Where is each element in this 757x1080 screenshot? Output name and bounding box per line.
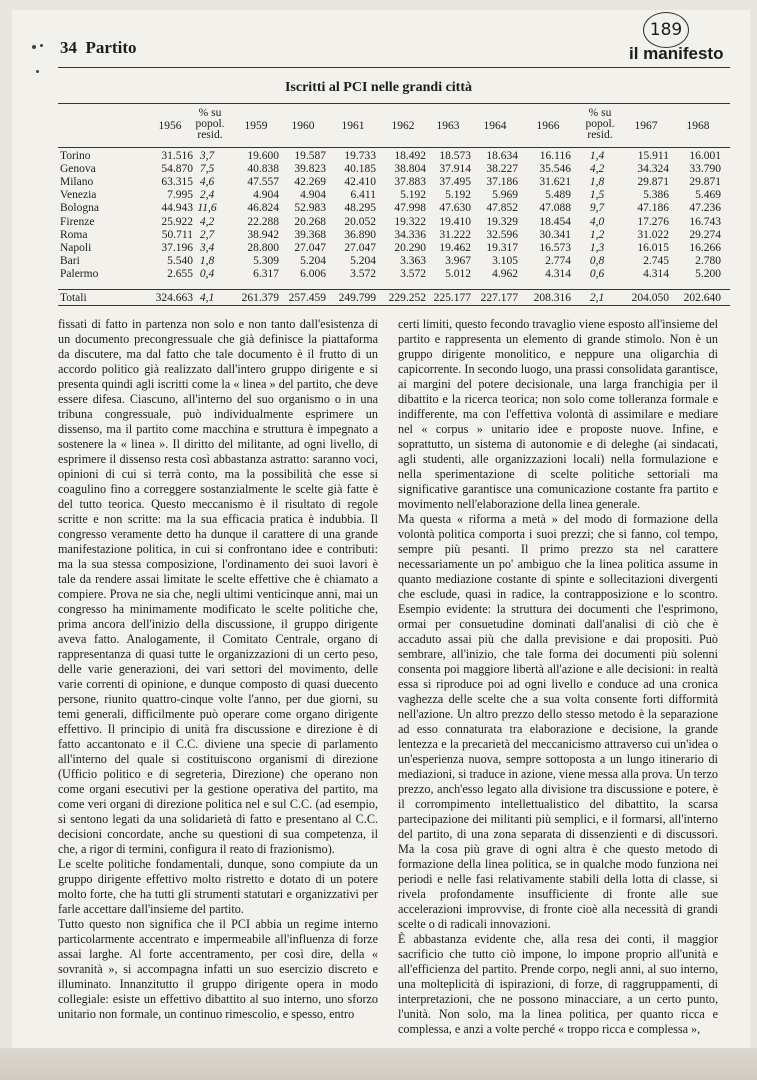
table-title: Iscritti al PCI nelle grandi città [284,80,473,95]
table-cell: 4.314 [643,267,669,280]
table-column-header: 1960 [291,120,315,132]
table-cell: 46.824 [247,202,279,215]
table-cell: 42.410 [344,176,376,189]
stamp-number: 189 [649,20,683,40]
table-cell: 3.363 [400,254,426,267]
table-totals-cell: 4,1 [199,292,215,304]
table-cell: 19.733 [344,150,376,162]
table-cell: 36.890 [344,228,376,241]
table-cell: 1,2 [589,228,605,241]
paragraph: Ma questa « riforma a metà » del modo di formazione della volontà politica comporta i suoi prezzi; che si fanno, col tempo, sempre più pesanti. Il primo prezzo sta nel carattere necessariamente un po' ambiguo che la linea politica assume in quanto mediazione costante di spinte e sollecitazioni divergenti che esclude, quasi in radice, la contrapposizione e lo scontro. Esempio evidente: la struttura dei documenti che l'esprimono, ormai per consuetudine dominati dall'analisi di ciò che è accaduto assai più che dalla previsione e dai propositi. Può sembrare, all'inizio, che tale forma dei documenti più solenni consenta poi maggiore libertà all'azione e alle decisioni: in realtà essa si riproduce poi ad ogni livello e conduce ad una cronica vaghezza delle scelte che a sua volta consente forti difformità nell'azione. Un altro prezzo dello stesso metodo è la separazione ad esso connaturata tra elaborazione e decisione, la grande lentezza e la precarietà del meccanicismo attraverso cui un'idea o un'esperienza nuova, sempre sottoposta a un lungo itinerario di mediazioni, si traduce in azione, viene messa alla prova. Un terzo prezzo, anch'esso legato alla divisione tra discussione e potere, è il corrompimento intellettualistico del dibattito, la scarsa partecipazione dei militanti più semplici, e il formarsi, all'interno del partito, di una zona separata di dissenzienti e di discussori. Ma la cosa più grave di ogni altra è che questo metodo di formazione della linea politica, se in qualche modo funziona nei periodi e nelle fasi relativamente stabili della lotta di classe, si rivela profondamente insufficiente di fronte alle sue accelerazioni improvvise, di fronte cioè alla necessità di grandi scelte o di radicali innovazioni. [398,512,718,931]
table-cell: 2.655 [167,267,193,280]
table-cell: 4.314 [545,267,571,280]
table-cell: 6.317 [253,267,279,280]
table-cell: 5.969 [492,189,518,202]
table-column-header: 1959 [244,120,268,132]
table-city-name: Bari [60,254,80,267]
table-totals-cell: 257.459 [288,292,326,304]
table-cell: 27.047 [344,241,376,254]
table-cell: 5.489 [545,189,571,202]
table-cell: 18.492 [394,150,426,162]
table-cell: 4.904 [253,189,279,202]
table-rule-totals [58,289,730,290]
table-rule-header [58,147,730,148]
section-title: Partito [85,38,137,57]
table-column-header: 1961 [341,120,365,132]
table-column-header: 1964 [483,120,507,132]
table-cell: 38.942 [247,228,279,241]
table-cell: 2.780 [695,254,721,267]
paragraph: fissati di fatto in partenza non solo e non tanto dall'esistenza di un documento precongressuale che già definisce la piattaforma da discutere, ma dal fatto che tale documento è il frutto di un accordo politico già realizzato dall'intero gruppo dirigente e si presenta quindi agli iscritti come la « linea » del partito, che deve essere difesa. Ciascuno, all'interno del suo organismo o in una tribuna congressuale, può individualmente esprimere un dissenso, ma il partito come macchina e struttura è impegnato a sostenere la « linea ». Il diritto del militante, ad ogni livello, di esprimere il dissenso resta così abbastanza astratto: saranno voci, opinioni di cui si terrà conto, ma la possibilità che esse si coagulino fino a correggere sostanzialmente le scelte già fatte è del tutto teorica. Questo meccanismo è il risultato di regole scritte e non scritte: ma la sua efficacia pratica è indubbia. Il congresso veramente detto ha dunque il carattere di una grande manifestazione politica, in cui si confrontano idee e contributi: ma la sua stessa composizione, l'ordinamento dei suoi lavori è tale da rendere assai limitate le scelte effettive che è chiamato a compiere. Prova ne sia che, negli ultimi venticinque anni, mai un congresso ha minimamente modificato le scelte politiche che, prima ancora dell'inizio della discussione, il gruppo dirigente aveva fatto. Analogamente, il Comitato Centrale, organo di rappresentanza di quasi tutte le organizzazioni di un certo peso, delle varie generazioni, dei vari settori del movimento, delle varie correnti di opinione, e dunque composto di quasi duecento persone, riunito quattro-cinque volte l'anno, per due giorni, su temi generali, difficilmente può operare come organo dirigente effettivo. Il principio di unità fra discussione e direzione è di fatto accantonato e il C.C. diviene una specie di parlamento all'interno del quale si costituiscono organismi di direzione (Ufficio politico e di segreteria, Direzione) che operano non come organi esecutivi per la gestione operativa del partito, ma come veri organi di direzione politica nel e sul C.C. (ad esempio, si sentono legati da una solidarietà di fatto e presentano al C.C. decisioni concordate, anche su questioni di sua competenza, il che, a rigor di termini, configura il reato di frazionismo). [58,317,378,856]
table-city-name: Roma [60,228,88,241]
scan-speck [36,70,39,73]
table-cell: 40.838 [247,163,279,176]
table-cell: 1,4 [589,150,605,162]
table-cell: 5.192 [400,189,426,202]
table-cell: 16.116 [539,150,571,162]
header-rule [58,67,730,68]
table-cell: 42.269 [294,176,326,189]
table-cell: 15.911 [637,150,669,162]
table-cell: 5.540 [167,254,193,267]
table-cell: 37.196 [161,241,193,254]
table-cell: 31.022 [637,228,669,241]
scan-speck [40,44,43,47]
table-cell: 31.621 [539,176,571,189]
table-cell: 1,8 [589,176,605,189]
table-cell: 38.804 [394,163,426,176]
table-totals-cell: 2,1 [589,292,605,304]
table-cell: 18.634 [486,150,518,162]
table-cell: 47.186 [637,202,669,215]
table-cell: 39.823 [294,163,326,176]
table-cell: 63.315 [161,176,193,189]
table-cell: 0,6 [589,267,605,280]
table-cell: 54.870 [161,163,193,176]
table-cell: 6.411 [350,189,376,202]
table-cell: 16.743 [689,215,721,228]
table-cell: 2.745 [643,254,669,267]
table-cell: 37.186 [486,176,518,189]
table-column-header: 1966 [536,120,560,132]
table-cell: 47.088 [539,202,571,215]
table-cell: 4.962 [492,267,518,280]
table-column-header: % su popol. resid. [585,107,615,141]
table-cell: 6.006 [300,267,326,280]
table-city-name: Bologna [60,202,99,215]
table-cell: 16.001 [689,150,721,162]
table-cell: 17.276 [637,215,669,228]
table-cell: 37.914 [439,163,471,176]
table-cell: 2.774 [545,254,571,267]
table-cell: 48.295 [344,202,376,215]
scan-speck [32,45,36,49]
table-cell: 37.883 [394,176,426,189]
masthead: il manifesto [629,44,724,63]
table-cell: 18.454 [539,215,571,228]
table-cell: 9,7 [589,202,605,215]
paragraph: È abbastanza evidente che, alla resa dei conti, il maggior sacrificio che tutto ciò impone, lo impone proprio all'unità e all'efficienza del partito. Prende corpo, negli anni, al suo interno, una molteplicità di ispirazioni, di forze, di raggruppamenti, di interpretazioni, che ne possono minacciare, a un certo punto, l'unità. Non solo, ma la linea politica, per quanto ricca e complessa, e anzi a volte perché « troppo ricca e complessa », [398,932,718,1036]
table-cell: 1,8 [199,254,215,267]
table-totals-cell: 225.177 [433,292,471,304]
table-cell: 5.204 [300,254,326,267]
table-cell: 5.200 [695,267,721,280]
table-cell: 38.227 [486,163,518,176]
table-city-name: Milano [60,176,94,189]
table-cell: 52.983 [294,202,326,215]
table-cell: 19.322 [394,215,426,228]
table-cell: 19.317 [486,241,518,254]
table-cell: 22.288 [247,215,279,228]
table-cell: 47.236 [689,202,721,215]
table-totals-cell: 249.799 [338,292,376,304]
table-cell: 5.309 [253,254,279,267]
paragraph: certi limiti, questo fecondo travaglio viene esposto all'insieme del partito e rappresenta un elemento di grande stimolo. Non è un gruppo dirigente monolitico, e neppure una oligarchia di capicorrente. In secondo luogo, una prassi consolidata garantisce, ai margini del potere decisionale, una larga franchigia per il dibattito e la ricerca teorica; non solo come tolleranza formale e indifferente, ma con l'effettiva volontà di assimilare e mediare nel « corpus » unitario idee e proposte nuove. Infine, e soprattutto, un sistema di autonomie e di deleghe (ai sindacati, agli studenti, alle organizzazioni locali) nella formulazione e nella sperimentazione di scelte politiche settoriali ma significative garantisce una comunicazione costante fra partito e movimento nell'elaborazione della linea generale. [398,317,718,511]
table-cell: 18.573 [439,150,471,162]
table-cell: 47.852 [486,202,518,215]
table-cell: 40.185 [344,163,376,176]
table-cell: 19.587 [294,150,326,162]
table-cell: 25.922 [161,215,193,228]
table-cell: 3.105 [492,254,518,267]
table-cell: 2,7 [199,228,215,241]
table-cell: 4,6 [199,176,215,189]
archive-stamp [643,12,689,48]
table-cell: 44.943 [161,202,193,215]
text-column-right [398,317,718,1037]
table-cell: 4,2 [199,215,215,228]
table-totals-cell: 229.252 [388,292,426,304]
table-cell: 27.047 [294,241,326,254]
table-cell: 32.596 [486,228,518,241]
table-cell: 3.572 [350,267,376,280]
table-cell: 34.336 [394,228,426,241]
table-cell: 16.015 [637,241,669,254]
table-city-name: Firenze [60,215,95,228]
table-column-header: 1963 [436,120,460,132]
table-cell: 0,8 [589,254,605,267]
paragraph: Le scelte politiche fondamentali, dunque, sono compiute da un gruppo dirigente effettivo molto ristretto e dotato di un potere molto forte, che ha tutti gli strumenti statutari e organizzativi per farle accettare dall'insieme del partito. [58,857,378,916]
table-totals-cell: 208.316 [533,292,571,304]
table-city-name: Genova [60,163,96,176]
table-cell: 7.995 [167,189,193,202]
table-totals-label: Totali [60,292,87,304]
table-cell: 4.904 [300,189,326,202]
table-city-name: Torino [60,150,91,162]
running-head [60,38,136,58]
table-cell: 47.630 [439,202,471,215]
table-cell: 31.222 [439,228,471,241]
table-cell: 3,4 [199,241,215,254]
text-column-left [58,317,378,1022]
table-cell: 1,5 [589,189,605,202]
table-cell: 39.368 [294,228,326,241]
page-number: 34 [60,38,77,57]
table-cell: 5.386 [643,189,669,202]
table-cell: 16.573 [539,241,571,254]
table-totals-cell: 202.640 [683,292,721,304]
table-cell: 5.469 [695,189,721,202]
table-cell: 34.324 [637,163,669,176]
table-cell: 11,6 [197,202,217,215]
table-cell: 5.012 [445,267,471,280]
table-cell: 47.557 [247,176,279,189]
table-cell: 33.790 [689,163,721,176]
table-column-header: 1962 [391,120,415,132]
scan-bottom-edge [0,1048,757,1080]
table-cell: 0,4 [199,267,215,280]
table-column-header: 1967 [634,120,658,132]
table-cell: 47.998 [394,202,426,215]
table-column-header: 1956 [158,120,182,132]
table-cell: 20.290 [394,241,426,254]
table-cell: 50.711 [161,228,193,241]
table-totals-cell: 204.050 [631,292,669,304]
table-rule-bottom [58,305,730,306]
table-city-name: Palermo [60,267,99,280]
table-rule-top [58,103,730,104]
table-cell: 4,2 [589,163,605,176]
table-cell: 29.274 [689,228,721,241]
table-cell: 4,0 [589,215,605,228]
table-cell: 2,4 [199,189,215,202]
table-totals-cell: 261.379 [241,292,279,304]
table-cell: 16.266 [689,241,721,254]
table-cell: 19.600 [247,150,279,162]
table-cell: 5.204 [350,254,376,267]
table-cell: 3.572 [400,267,426,280]
table-cell: 19.462 [439,241,471,254]
table-cell: 31.516 [161,150,193,162]
table-cell: 30.341 [539,228,571,241]
paragraph: Tutto questo non significa che il PCI abbia un regime interno particolarmente accentrato e impermeabile all'influenza di forze assai larghe. Al forte accentramento, per così dire, della « sovranità », si accompagna infatti un suo esercizio discreto e illuminato. Innanzitutto il gruppo dirigente opera in modo collegiale: esiste un effettivo dibattito al suo interno, uno sforzo unitario non formale, un continuo rimescolio, e spesso, entro [58,917,378,1021]
table-cell: 19.410 [439,215,471,228]
table-cell: 3,7 [199,150,215,162]
table-cell: 29.871 [637,176,669,189]
table-cell: 29.871 [689,176,721,189]
table-cell: 35.546 [539,163,571,176]
table-cell: 3.967 [445,254,471,267]
table-totals-cell: 324.663 [155,292,193,304]
table-cell: 20.268 [294,215,326,228]
table-city-name: Venezia [60,189,97,202]
table-cell: 5.192 [445,189,471,202]
table-cell: 20.052 [344,215,376,228]
table-cell: 37.495 [439,176,471,189]
table-cell: 7,5 [199,163,215,176]
table-city-name: Napoli [60,241,92,254]
table-cell: 28.800 [247,241,279,254]
table-cell: 1,3 [589,241,605,254]
table-totals-cell: 227.177 [480,292,518,304]
table-column-header: 1968 [686,120,710,132]
table-column-header: % su popol. resid. [195,107,225,141]
table-cell: 19.329 [486,215,518,228]
